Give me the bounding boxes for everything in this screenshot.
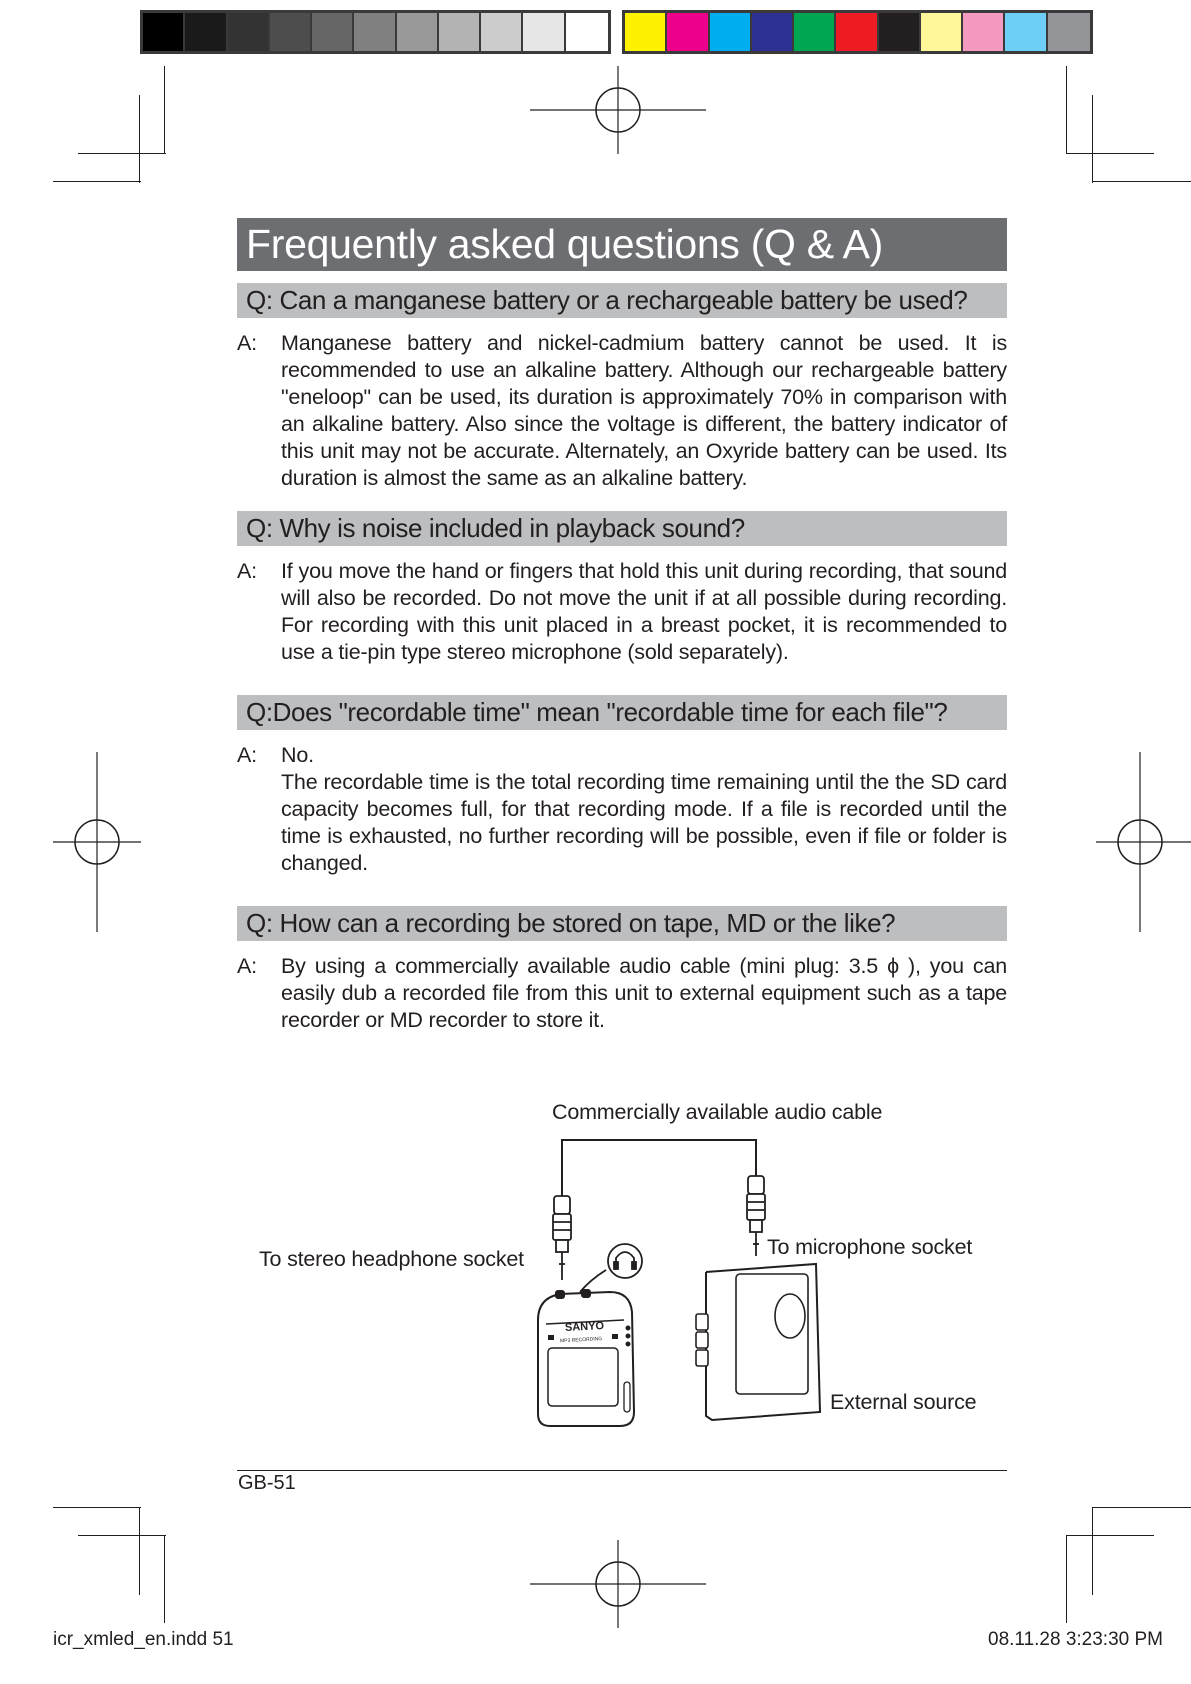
answer-label: A: [237, 954, 257, 978]
headphone-icon [580, 1244, 642, 1292]
process-color-swatch [794, 13, 836, 51]
footer-rule [237, 1470, 1007, 1471]
question-heading: Q: How can a recording be stored on tape, MD or the like? [237, 906, 1007, 941]
right-plug [747, 1176, 765, 1256]
process-color-swatch [921, 13, 963, 51]
answer-text: No. [281, 743, 314, 767]
question-heading: Q: Can a manganese battery or a rechargeable battery be used? [237, 283, 1007, 318]
process-color-swatch [1048, 13, 1090, 51]
answer-label: A: [237, 743, 257, 767]
voice-recorder-device [538, 1290, 634, 1426]
registration-mark-right [1096, 752, 1191, 932]
grayscale-swatch [143, 13, 185, 51]
process-color-swatch [963, 13, 1005, 51]
answer-label: A: [237, 559, 257, 583]
grayscale-color-bar [140, 10, 611, 54]
process-color-swatch [710, 13, 752, 51]
grayscale-swatch [523, 13, 565, 51]
grayscale-swatch [481, 13, 523, 51]
connection-diagram [510, 1130, 850, 1440]
answer-text: By using a commercially available audio cable (mini plug: 3.5 ϕ ), you can easily dub a recorded file from this unit to external equipment such as a tape recorder or MD recorder to store it. [281, 954, 1007, 1032]
qa-item-recordable-time [237, 695, 1007, 877]
process-color-swatch [836, 13, 878, 51]
grayscale-swatch [185, 13, 227, 51]
registration-mark-left [53, 752, 141, 932]
qa-item-battery [237, 283, 1007, 492]
grayscale-swatch [270, 13, 312, 51]
answer-text: The recordable time is the total recording time remaining until the the SD card capacity becomes full, for that recording mode. If a file is recorded until the time is exhausted, no further recording will be possible, even if file or folder is changed. [281, 770, 1007, 875]
microphone-socket-label: To microphone socket [767, 1235, 973, 1259]
process-color-swatch [879, 13, 921, 51]
answer-block [237, 953, 1007, 1034]
process-color-bar [622, 10, 1093, 54]
answer-text: If you move the hand or fingers that hold this unit during recording, that sound will also be recorded. Do not move the unit if at all possible during recording. For recording with this unit placed in a breast pocket, it is recommended to use a tie-pin type stereo microphone (sold separately). [281, 559, 1007, 664]
registration-mark-top [530, 66, 706, 154]
question-heading: Q: Why is noise included in playback sound? [237, 511, 1007, 546]
grayscale-swatch [354, 13, 396, 51]
audio-cable [562, 1140, 756, 1196]
grayscale-swatch [312, 13, 354, 51]
cable-label: Commercially available audio cable [552, 1100, 883, 1124]
answer-block [237, 330, 1007, 492]
grayscale-swatch [439, 13, 481, 51]
process-color-swatch [752, 13, 794, 51]
grayscale-swatch [566, 13, 608, 51]
grayscale-swatch [397, 13, 439, 51]
process-color-swatch [667, 13, 709, 51]
slug-timestamp: 08.11.28 3:23:30 PM [988, 1629, 1163, 1650]
brand-logo: SANYO [564, 1320, 605, 1335]
answer-text: Manganese battery and nickel-cadmium battery cannot be used. It is recommended to use an alkaline battery. Although our rechargeable battery "eneloop" can be used, its duration is approximately 70% in comparison with an alkaline battery. Also since the voltage is different, the battery indicator of this unit may not be accurate. Alternately, an Oxyride battery can be used. Its duration is almost the same as an alkaline battery. [281, 331, 1007, 490]
qa-item-store-recording [237, 906, 1007, 1034]
answer-block [237, 742, 1007, 877]
registration-mark-bottom [530, 1540, 706, 1628]
external-source-label: External source [830, 1390, 977, 1414]
grayscale-swatch [228, 13, 270, 51]
external-source-device [696, 1264, 820, 1420]
slug-file-name: icr_xmled_en.indd 51 [53, 1629, 234, 1650]
page-number: GB-51 [238, 1472, 296, 1494]
question-heading: Q:Does "recordable time" mean "recordable time for each file"? [237, 695, 1007, 730]
answer-block [237, 558, 1007, 666]
qa-item-noise [237, 511, 1007, 666]
page-title: Frequently asked questions (Q & A) [237, 218, 1007, 271]
left-plug [553, 1196, 571, 1280]
process-color-swatch [625, 13, 667, 51]
process-color-swatch [1005, 13, 1047, 51]
device-caption: MP3 RECORDING [559, 1336, 603, 1345]
answer-label: A: [237, 331, 257, 355]
headphone-socket-label: To stereo headphone socket [259, 1247, 524, 1271]
